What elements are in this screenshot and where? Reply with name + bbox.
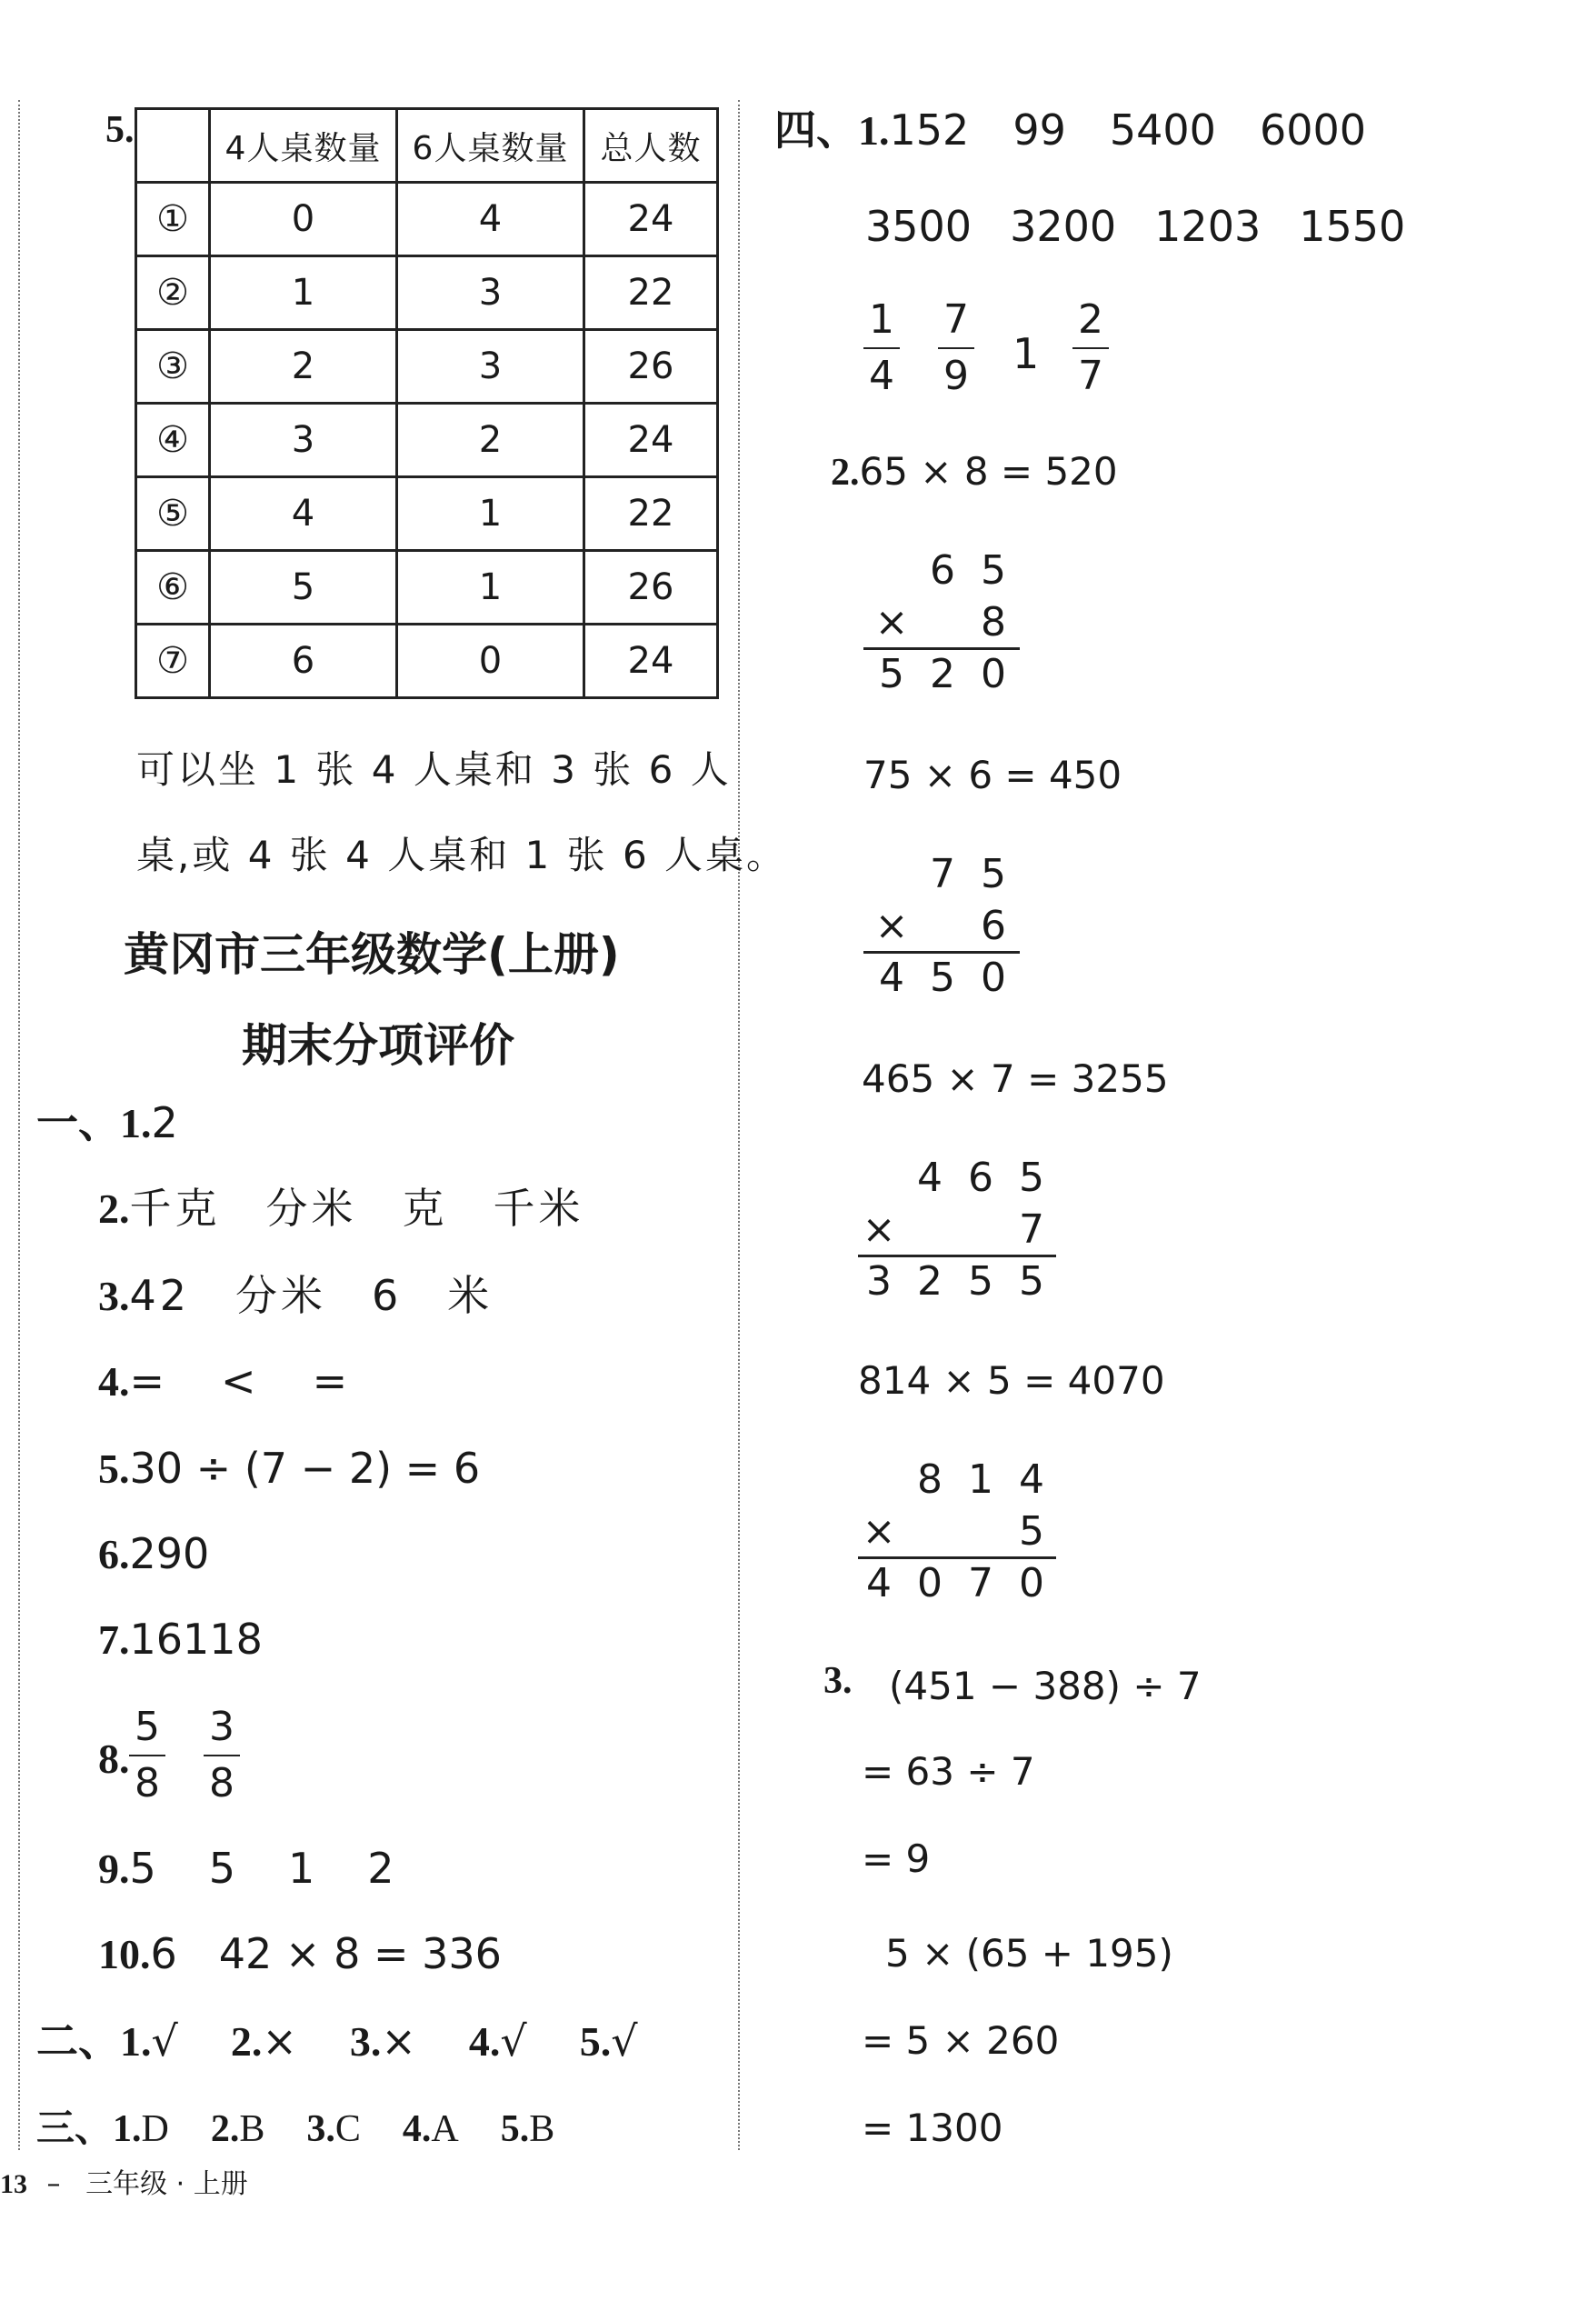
fraction <box>867 296 896 399</box>
part1-item-9 <box>98 1844 400 1893</box>
part1-item-10 <box>98 1929 502 1978</box>
item-number: 5. <box>98 1446 130 1492</box>
item-number: 3. <box>823 1660 853 1702</box>
item-number: 4. <box>402 2108 432 2150</box>
part2-answers <box>36 2016 638 2066</box>
fraction-denominator: 9 <box>943 353 969 399</box>
vertical-calc-2 <box>863 851 1027 1009</box>
table-row <box>136 625 718 698</box>
digit: 4 <box>879 955 904 1001</box>
item-number: 5. <box>500 2108 530 2150</box>
fraction <box>1076 296 1105 399</box>
vertical-calc-3 <box>858 1155 1067 1313</box>
digit: 4 <box>866 1560 892 1606</box>
item-number: 4. <box>468 2018 501 2065</box>
fraction <box>133 1704 162 1806</box>
table-cell: ⑤ <box>136 477 210 551</box>
times-sign: × <box>862 1206 896 1253</box>
table-row <box>136 256 718 330</box>
fraction-denominator: 7 <box>1078 353 1103 399</box>
fraction <box>207 1704 236 1806</box>
choice-answer: B <box>239 2108 265 2150</box>
answer-value: 1550 <box>1299 202 1406 251</box>
table-header-cell: 6人桌数量 <box>397 109 584 183</box>
item-number: 2. <box>210 2108 240 2150</box>
table-cell: 26 <box>584 330 718 404</box>
q5-answer-line-1: 可以坐 1 张 4 人桌和 3 张 6 人 <box>136 747 732 792</box>
calc-rule <box>858 1556 1056 1559</box>
part3-label: 三、 <box>36 2106 114 2150</box>
digit: 0 <box>917 1560 943 1606</box>
digit: 0 <box>981 955 1006 1001</box>
whole-number: 1 <box>1012 329 1040 378</box>
answer-value: 1203 <box>1154 202 1262 251</box>
table-row <box>136 183 718 256</box>
digit: 5 <box>968 1258 993 1305</box>
page-number: 13 <box>0 2169 27 2199</box>
q3-step: = 5 × 260 <box>862 2018 1060 2063</box>
item-number: 9. <box>98 1846 130 1892</box>
judge-mark: × <box>262 2016 297 2066</box>
item-answer: 16118 <box>129 1615 263 1664</box>
fraction-numerator: 1 <box>869 296 894 343</box>
section-subtitle: 期末分项评价 <box>242 1019 514 1072</box>
q2-equation-4: 814 × 5 = 4070 <box>858 1358 1165 1403</box>
item-number: 1. <box>120 1100 152 1146</box>
q3-step: = 63 ÷ 7 <box>862 1749 1035 1794</box>
fraction-numerator: 7 <box>943 296 969 343</box>
item-number: 2. <box>831 452 860 494</box>
q3-step: (451 − 388) ÷ 7 <box>889 1664 1202 1708</box>
digit: 5 <box>981 851 1006 897</box>
q3-step: = 1300 <box>862 2106 1003 2150</box>
item-answer: 290 <box>129 1529 210 1578</box>
judge-mark: × <box>381 2016 416 2066</box>
item-number: 3. <box>98 1273 130 1319</box>
answer-value: 99 <box>1012 105 1066 155</box>
section-title: 黄冈市三年级数学(上册) <box>124 928 620 981</box>
table-cell: ④ <box>136 404 210 477</box>
table-row <box>136 551 718 625</box>
item-answer: = < = <box>129 1356 355 1406</box>
q2-equation-1 <box>831 449 1118 494</box>
digit: 6 <box>968 1155 993 1201</box>
digit: 0 <box>981 651 1006 697</box>
digit: 5 <box>1019 1258 1044 1305</box>
item-number: 4. <box>98 1358 130 1405</box>
vertical-calc-4 <box>858 1456 1067 1615</box>
table-cell: ② <box>136 256 210 330</box>
item-number: 2. <box>230 2018 263 2065</box>
choice-answer: D <box>141 2108 169 2150</box>
table-cell: ③ <box>136 330 210 404</box>
left-margin-rule <box>18 100 20 2150</box>
part4-q1-row2 <box>865 202 1406 251</box>
answer-value: 5400 <box>1109 105 1216 155</box>
table-cell: 0 <box>397 625 584 698</box>
table-cell: 2 <box>397 404 584 477</box>
item-answer: 5 5 1 2 <box>129 1844 400 1893</box>
table-cell: 1 <box>397 477 584 551</box>
table-row <box>136 330 718 404</box>
table-cell: 24 <box>584 625 718 698</box>
footer-grade: 三年级 · 上册 <box>85 2168 248 2200</box>
part1-item-6 <box>98 1529 210 1578</box>
table-cell: 3 <box>397 256 584 330</box>
table-header-cell: 4人桌数量 <box>210 109 397 183</box>
table-cell: ① <box>136 183 210 256</box>
part1-item-3 <box>98 1271 494 1320</box>
answer-value: 6000 <box>1259 105 1367 155</box>
digit: 1 <box>968 1456 993 1503</box>
q3-step: = 9 <box>862 1836 931 1881</box>
table-cell: 3 <box>397 330 584 404</box>
table-cell: 22 <box>584 477 718 551</box>
q3-step: 5 × (65 + 195) <box>885 1931 1173 1976</box>
answer-value: 3200 <box>1010 202 1117 251</box>
digit: 7 <box>1019 1206 1044 1253</box>
digit: 8 <box>981 599 1006 645</box>
table-cell: 4 <box>397 183 584 256</box>
digit: 4 <box>1019 1456 1044 1503</box>
table-header-cell: 总人数 <box>584 109 718 183</box>
table-header-row <box>136 109 718 183</box>
item-number: 3. <box>306 2108 335 2150</box>
table-cell: 3 <box>210 404 397 477</box>
answer-value: 3500 <box>865 202 973 251</box>
digit: 6 <box>930 547 955 594</box>
fraction-denominator: 4 <box>869 353 894 399</box>
item-number: 7. <box>98 1616 130 1663</box>
item-answer: 千克 分米 克 千米 <box>129 1184 584 1233</box>
item-number: 6. <box>98 1531 130 1577</box>
digit: 6 <box>981 903 1006 949</box>
fraction-numerator: 2 <box>1078 296 1103 343</box>
part3-answers <box>36 2106 555 2150</box>
part1-item-7 <box>98 1615 263 1664</box>
table-cell: ⑥ <box>136 551 210 625</box>
part1-item-2 <box>98 1184 584 1233</box>
digit: 2 <box>917 1258 943 1305</box>
digit: 0 <box>1019 1560 1044 1606</box>
fraction-denominator: 8 <box>135 1760 160 1806</box>
part1-item-1 <box>36 1098 178 1147</box>
table-cell: 26 <box>584 551 718 625</box>
times-sign: × <box>862 1508 896 1555</box>
item-number: 3. <box>349 2018 382 2065</box>
digit: 5 <box>1019 1155 1044 1201</box>
part4-label: 四、 <box>774 105 858 155</box>
judge-mark: √ <box>151 2016 178 2066</box>
part4-q1-row1 <box>774 105 1367 155</box>
q2-equation-3: 465 × 7 = 3255 <box>862 1056 1169 1101</box>
vertical-calc-1 <box>863 547 1027 705</box>
table-cell: 5 <box>210 551 397 625</box>
table-cell: 22 <box>584 256 718 330</box>
fraction-numerator: 3 <box>209 1704 234 1750</box>
item-number: 1. <box>858 107 890 154</box>
judge-mark: √ <box>500 2016 527 2066</box>
table-cell: ⑦ <box>136 625 210 698</box>
table-cell: 0 <box>210 183 397 256</box>
equation: 65 × 8 = 520 <box>859 449 1118 494</box>
digit: 5 <box>1019 1508 1044 1555</box>
table-cell: 1 <box>210 256 397 330</box>
page-footer <box>0 2168 248 2200</box>
digit: 7 <box>930 851 955 897</box>
part1-label: 一、 <box>36 1098 120 1147</box>
calc-rule <box>858 1255 1056 1257</box>
part2-label: 二、 <box>36 2016 120 2066</box>
fraction-numerator: 5 <box>135 1704 160 1750</box>
item-number: 1. <box>113 2108 142 2150</box>
table-cell: 4 <box>210 477 397 551</box>
table-row <box>136 404 718 477</box>
digit: 2 <box>930 651 955 697</box>
table-cell: 24 <box>584 183 718 256</box>
fraction-denominator: 8 <box>209 1760 234 1806</box>
digit: 5 <box>981 547 1006 594</box>
choice-answer: C <box>334 2108 361 2150</box>
item-answer: 2 <box>151 1098 178 1147</box>
footer-dash: – <box>46 2168 61 2200</box>
column-divider <box>738 100 740 2150</box>
calc-rule <box>863 647 1020 650</box>
item-answer: 30 ÷ (7 − 2) = 6 <box>129 1444 481 1493</box>
q5-number: 5. <box>105 109 135 151</box>
part1-item-5 <box>98 1444 481 1493</box>
calc-rule <box>863 951 1020 954</box>
item-number: 8. <box>98 1736 130 1782</box>
table-cell: 2 <box>210 330 397 404</box>
answer-value: 152 <box>889 105 970 155</box>
item-number: 5. <box>579 2018 612 2065</box>
judge-mark: √ <box>611 2016 638 2066</box>
item-number: 2. <box>98 1186 130 1232</box>
fraction <box>942 296 971 399</box>
digit: 8 <box>917 1456 943 1503</box>
times-sign: × <box>874 903 909 949</box>
q2-equation-2: 75 × 6 = 450 <box>863 753 1122 797</box>
table-corner-cell <box>136 109 210 183</box>
item-answer: 6 42 × 8 = 336 <box>150 1929 502 1978</box>
item-answer: 42 分米 6 米 <box>129 1271 494 1320</box>
digit: 5 <box>879 651 904 697</box>
q5-answer-line-2: 桌,或 4 张 4 人桌和 1 张 6 人桌。 <box>136 833 788 877</box>
table-row <box>136 477 718 551</box>
table-cell: 24 <box>584 404 718 477</box>
table-cell: 6 <box>210 625 397 698</box>
choice-answer: A <box>431 2108 459 2150</box>
digit: 4 <box>917 1155 943 1201</box>
item-number: 10. <box>98 1931 151 1977</box>
part1-item-4 <box>98 1356 355 1406</box>
q5-table <box>135 107 719 699</box>
digit: 5 <box>930 955 955 1001</box>
digit: 7 <box>968 1560 993 1606</box>
digit: 3 <box>866 1258 892 1305</box>
times-sign: × <box>874 599 909 645</box>
choice-answer: B <box>529 2108 555 2150</box>
item-number: 1. <box>120 2018 152 2065</box>
table-cell: 1 <box>397 551 584 625</box>
